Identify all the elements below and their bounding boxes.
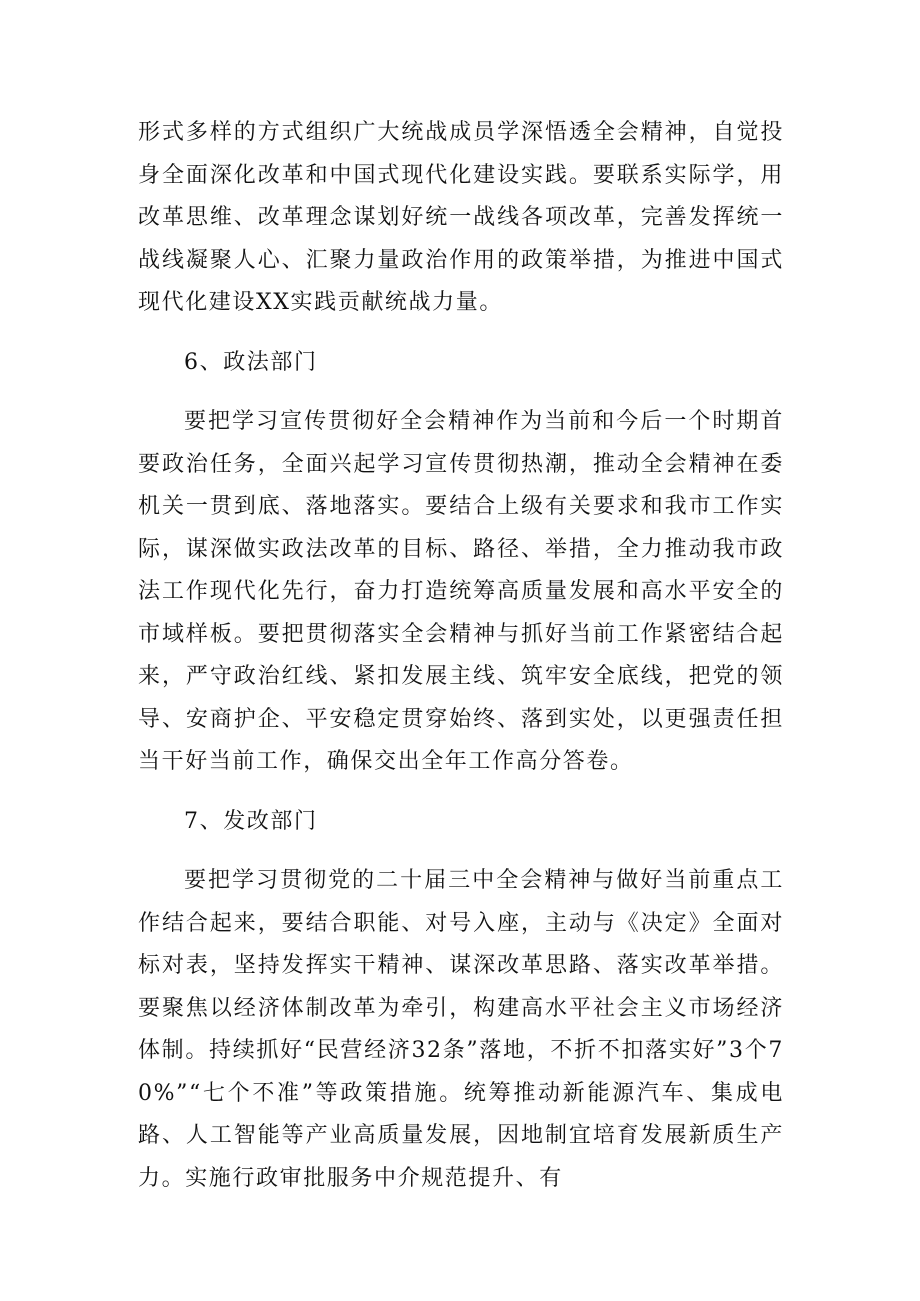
section-heading-development-reform: 7、发改部门	[184, 808, 318, 834]
paragraph-development-reform: 要把学习贯彻党的二十届三中全会精神与做好当前重点工作结合起来，要结合职能、对号入座，主动与《决定》全面对标对表，坚持发挥实干精神、谋深改革思路、落实改革举措。要聚焦以经济体制改革为牵引，构建高水平社会主义市场经济体制。持续抓好“民营经济32条”落地，不折不扣落实好”3个70%”“七个不准”等政策措施。统筹推动新能源汽车、集成电路、人工智能等产业高质量发展，因地制宜培育发展新质生产力。实施行政审批服务中介规范提升、有	[138, 868, 784, 1191]
section-heading-political-legal: 6、政法部门	[184, 349, 318, 375]
paragraph-political-legal: 要把学习宣传贯彻好全会精神作为当前和今后一个时期首要政治任务，全面兴起学习宣传贯彻热潮，推动全会精神在委机关一贯到底、落地落实。要结合上级有关要求和我市工作实际，谋深做实政法改革的目标、路径、举措，全力推动我市政法工作现代化先行，奋力打造统筹高质量发展和高水平安全的市域样板。要把贯彻落实全会精神与抓好当前工作紧密结合起来，严守政治红线、紧扣发展主线、筑牢安全底线，把党的领导、安商护企、平安稳定贯穿始终、落到实处，以更强责任担当干好当前工作，确保交出全年工作高分答卷。	[138, 409, 784, 774]
paragraph-united-front: 形式多样的方式组织广大统战成员学深悟透全会精神，自觉投身全面深化改革和中国式现代化建设实践。要联系实际学，用改革思维、改革理念谋划好统一战线各项改革，完善发挥统一战线凝聚人心、汇聚力量政治作用的政策举措，为推进中国式现代化建设XX实践贡献统战力量。	[138, 120, 784, 315]
document-page	[138, 112, 784, 1200]
